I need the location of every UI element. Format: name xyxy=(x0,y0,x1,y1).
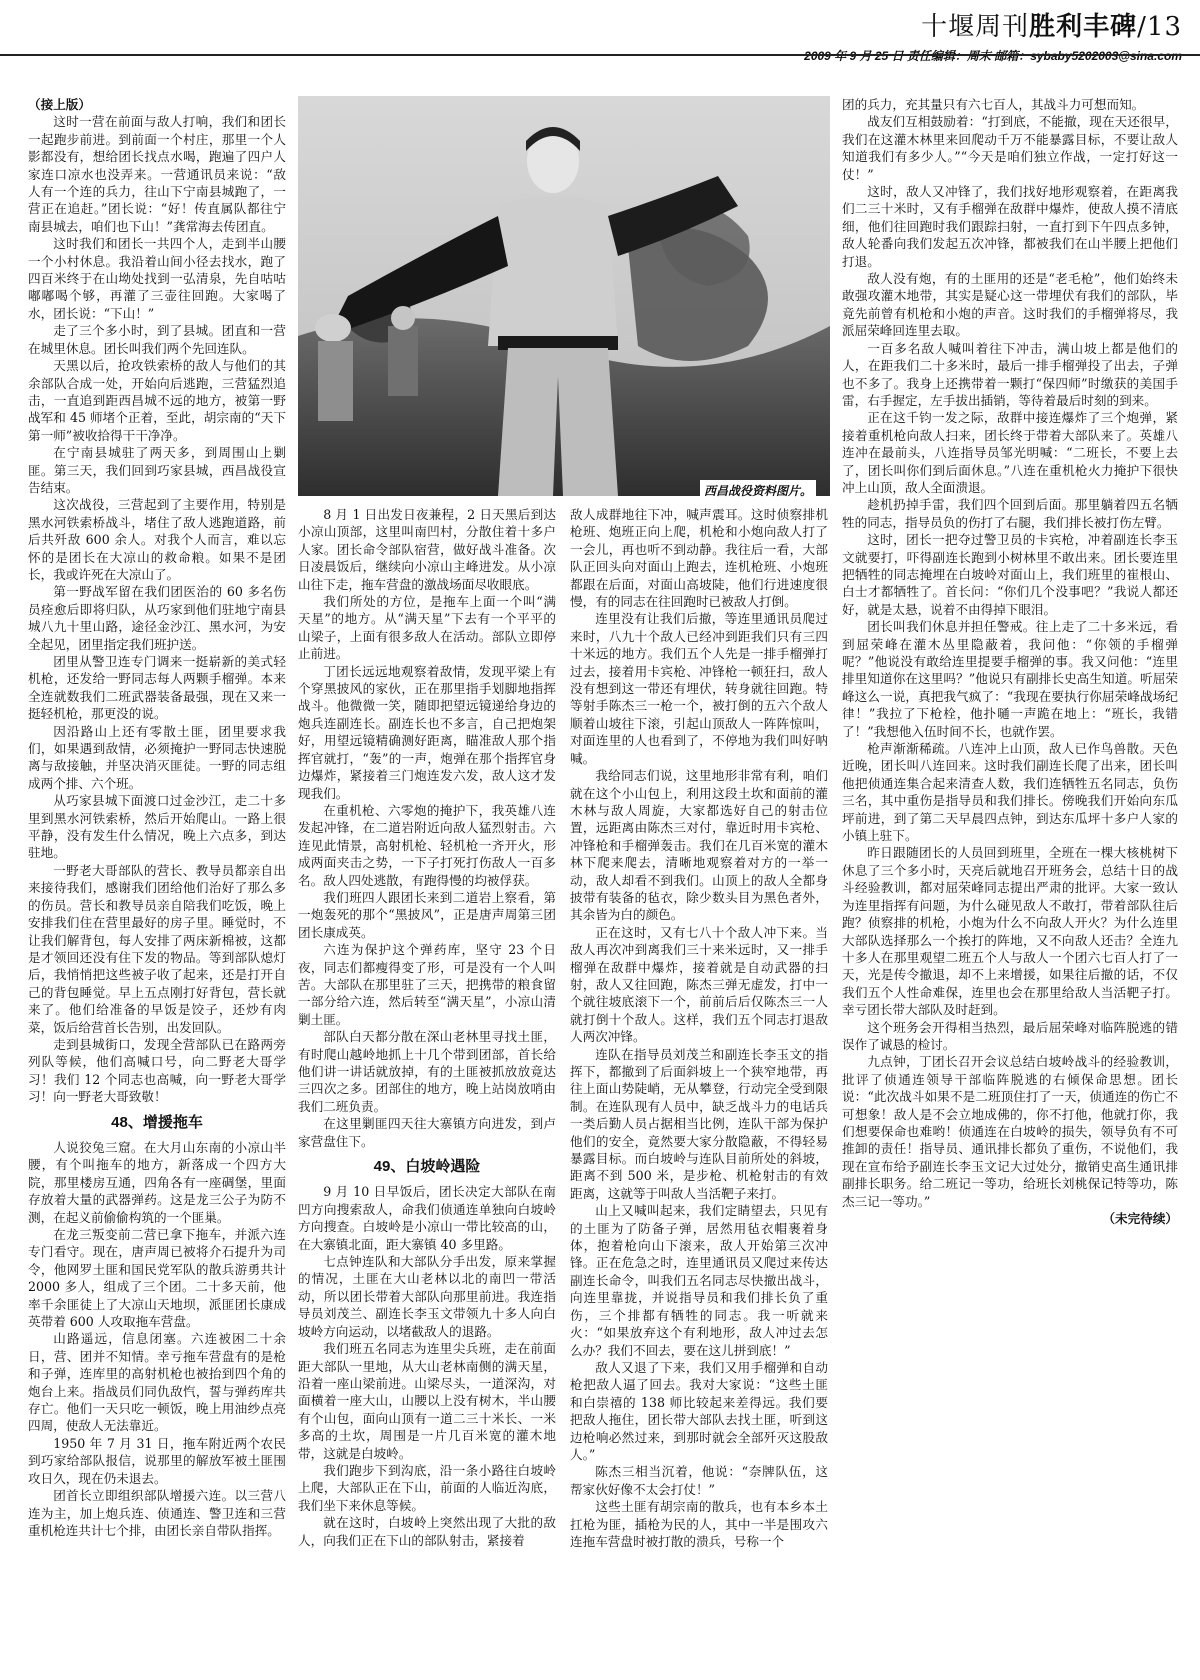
paragraph: 一百多名敌人喊叫着往下冲击，满山坡上都是他们的人，在距我们二十多米时，最后一排手榴弹投了出去，子弹也不多了。我身上还携带着一颗打“保四师”时缴获的美国手雷，右手握定，左手拔出插销，等待着最后时刻的到来。 xyxy=(842,340,1178,408)
paragraph: 这个班务会开得相当热烈，最后屈荣峰对临阵脱逃的错误作了诚恳的检讨。 xyxy=(842,1019,1178,1052)
paragraph: 我们班五名同志为连里尖兵班，走在前面距大部队一里地，从大山老林南侧的满天星，沿着一座山梁前进。山梁尽头，一道深沟，对面横着一座大山，山腰以上没有树木，半山腰有个山包，面向山顶有一道二三十米长、一米多高的土坎，周围是一片几百米宽的灌木地带，这就是白坡岭。 xyxy=(298,1341,556,1461)
paragraph: 连队在指导员刘茂兰和副连长李玉文的指挥下，都撤到了后面斜坡上一个狭窄地带，再往上面山势陡峭，无从攀登，行动完全受到限制。在连队现有人员中，缺乏战斗力的电话兵一类后勤人员占据相当比例，连队干部为保护他们的安全，竟然要大家分散隐蔽，不得轻易暴露目标。而白坡岭与连队目前所处的斜坡，距离不到 500 米，是步枪、机枪射击的有效距离，这就等于叫敌人当活靶子来打。 xyxy=(570,1046,828,1201)
paragraph: 七点钟连队和大部队分手出发，原来掌握的情况，土匪在大山老林以北的南凹一带活动，所以团长带着大部队向那里前进。我连指导员刘茂兰、副连长李玉文带领九十多人向白坡岭方向运动，以堵截敌人的退路。 xyxy=(298,1254,556,1339)
paragraph: 九点钟，丁团长召开会议总结白坡岭战斗的经验教训，批评了侦通连领导干部临阵脱逃的右倾保命思想。团长说：“此次战斗如果不是二班顶住打了一天，侦通连的伤亡不可想象！敌人是不会立地成佛的，你不打他，他就打你，我们想要保命也难哟！侦通连在白坡岭的损失，领导负有不可推卸的责任！指导员、通讯排长都负了重伤，不说他们，我现在宣布给予副连长李玉文记大过处分，撤销史高生通讯排副排长职务。给二班记一等功，给班长刘桃保记特等功，陈杰三记一等功。” xyxy=(842,1054,1178,1209)
photo-illustration xyxy=(298,96,830,496)
paragraph: 敌人成群地往下冲，喊声震耳。这时侦察排机枪班、炮班正向上爬，机枪和小炮向敌人打了一会儿，再也听不到动静。我往后一看，大部队正回头向对面山上跑去，连机枪班、小炮班都跟在后面，对面山高坡陡，他们行进速度很慢，有的同志在往回跑时已被敌人打倒。 xyxy=(570,507,828,610)
paragraph: 这时，敌人又冲锋了，我们找好地形观察着，在距离我们二三十米时，又有手榴弹在敌群中爆炸，使敌人摸不清底细，他们往回跑时我们跟踪扫射，一直打到下午四点多钟，敌人轮番向我们发起五次冲锋，都被我们在山半腰上把他们打退。 xyxy=(842,184,1178,269)
paragraph: 这时我们和团长一共四个人，走到半山腰一个小村休息。我沿着山间小径去找水，跑了四百米终于在山坳处找到一弘清泉，先自咕咕嘟嘟喝个够，再灌了三壶往回跑。大家喝了水，团长说：“下山！” xyxy=(28,236,286,321)
masthead-title xyxy=(804,6,1182,43)
paragraph: 我们跑步下到沟底，沿一条小路往白坡岭上爬，大部队正在下山，前面的人临近沟底，我们坐下来休息等候。 xyxy=(298,1462,556,1513)
paragraph: 我们所处的方位，是拖车上面一个叫“满天星”的地方。从“满天星”下去有一个平平的山梁子，上面有很多敌人在活动。部队立即停止前进。 xyxy=(298,594,556,662)
paragraph: 团的兵力，充其量只有六七百人，其战斗力可想而知。 xyxy=(842,97,1145,112)
paragraph: 这时一营在前面与敌人打响，我们和团长一起跑步前进。到前面一个村庄，那里一个人影都没有，想给团长找点水喝，跑遍了四户人家连口凉水也没弄来。一营通讯员来说：“敌人有一个连的兵力，往山下宁南县城跑了，一营正在追赶。”团长说：“好！传直属队都往宁南县城去，咱们也下山！”龚常海去传团直。 xyxy=(28,114,286,234)
paragraph: 第一野战军留在我们团医治的 60 多名伤员痊愈后即将归队，从巧家到他们驻地宁南县城八九十里山路，途径金沙江、黑水河，为安全起见，团里指定我们班护送。 xyxy=(28,584,286,652)
paragraph: 在龙三叛变前二营已拿下拖车，并派六连专门看守。现在，唐声周已被将介石提升为司令，他网罗土匪和国民党军队的散兵游勇共计 2000 多人，组成了三个团。二十多天前，他率千余匪徒上了大凉山天地坝，派匪团长康成英带着 600 人攻取拖车营盘。 xyxy=(28,1227,286,1330)
paragraph: 这次战役，三营起到了主要作用，特别是黑水河铁索桥战斗，堵住了敌人逃跑道路，前后共歼敌 600 余人。对我个人而言，难以忘怀的是团长在大凉山的救命粮。如果不是团长，我或许死在大凉山了。 xyxy=(28,497,286,582)
paragraph: 山上又喊叫起来，我们定睛望去，只见有的土匪为了防备子弹，居然用毡衣帽裹着身体，抱着枪向山下滚来，敌人开始第三次冲锋。正在危急之时，连里通讯员又爬过来传达副连长命令，叫我们五名同志尽快撤出战斗，向连里靠拢，并说指导员和我们排长负了重伤，三个排都有牺牲的同志。我一听就来火：“如果放弃这个有利地形，敌人冲过去怎么办？我们不回去，要在这儿拼到底！” xyxy=(570,1203,828,1358)
historical-photo xyxy=(298,96,830,496)
paragraph: 在宁南县城驻了两天多，到周围山上剿匪。第三天，我们回到巧家县城，西昌战役宣告结束。 xyxy=(28,445,286,495)
continued-note: （接上版） xyxy=(28,97,91,112)
paragraph: 部队白天都分散在深山老林里寻找土匪，有时爬山越岭地抓上十几个带到团部，首长给他们讲一讲话就放掉，有的土匪被抓放放竟达三四次之多。团部住的地方，晚上站岗放哨由我们二班负责。 xyxy=(298,1029,556,1114)
page-number: /13 xyxy=(1137,12,1182,42)
paragraph: 就在这时，白坡岭上突然出现了大批的敌人，向我们正在下山的部队射击，紧接着 xyxy=(298,1515,556,1548)
paragraph: 枪声渐渐稀疏。八连冲上山顶，敌人已作鸟兽散。天色近晚，团长叫八连回来。这时我们副连长爬了出来，团长叫他把侦通连集合起来清查人数，我们连牺牲五名同志，负伤三名，其中重伤是指导员和我们排长。傍晚我们开始向东瓜坪前进，到了第二天早晨四点钟，到达东瓜坪十多户人家的小镇上驻下。 xyxy=(842,741,1178,844)
paragraph: 这时，团长一把夺过警卫员的卡宾枪，冲着副连长李玉文就要打，吓得副连长跑到小树林里不敢出来。团长要连里把牺牲的同志掩埋在白坡岭对面山上，我们班里的崔根山、白士才都牺牲了。首长问：“你们几个没事吧？”我说人都还好，就是太悬，说着不由得掉下眼泪。 xyxy=(842,532,1178,617)
paragraph: 在重机枪、六零炮的掩护下，我英雄八连发起冲锋，在二道岩附近向敌人猛烈射击。六连见此情景，高射机枪、轻机枪一齐开火，形成两面夹击之势，一下子打死打伤敌人一百多名。敌人四处逃散，有跑得慢的均被俘获。 xyxy=(298,802,556,888)
paragraph: 从巧家县城下面渡口过金沙江，走二十多里到黑水河铁索桥，然后开始爬山。一路上很平静，没有发生什么情况，晚上六点多，到达驻地。 xyxy=(28,793,286,861)
paragraph: 团里从警卫连专门调来一挺崭新的美式轻机枪，还发给一野同志每人两颗手榴弹。本来全连就数我们二班武器装备最强，现在又来一挺轻机枪，那更没的说。 xyxy=(28,654,286,722)
section-name: 胜利丰碑 xyxy=(1029,12,1138,42)
issue-info: 2009 年 9 月 25 日 责任编辑：周末 邮箱：sybaby5202003@sina.com xyxy=(804,49,1182,63)
paragraph: 正在这千钧一发之际，敌群中接连爆炸了三个炮弹，紧接着重机枪向敌人扫来，团长终于带着大部队来了。英雄八连冲在最前头，八连指导员邹光明喊：“二班长，不要上去了，团长叫你们到后面休息。”八连在重机枪火力掩护下很快冲上山顶，敌人全面溃退。 xyxy=(842,410,1178,495)
header-rule xyxy=(0,54,1200,56)
column-4 xyxy=(842,96,1178,1672)
column-1 xyxy=(28,96,286,1672)
paragraph: 因沿路山上还有零散土匪，团里要求我们，如果遇到敌情，必须掩护一野同志快速脱离与敌接触，并坚决消灭匪徒。一野的同志组成两个排、六个班。 xyxy=(28,723,286,791)
paragraph: 8 月 1 日出发日夜兼程，2 日天黑后到达小凉山顶部，这里叫南凹村，分散住着十多户人家。团长命令部队宿营，做好战斗准备。次日凌晨饭后，继续向小凉山主峰进发。从小凉山往下走，拖车营盘的激战场面尽收眼底。 xyxy=(298,507,556,592)
paragraph: 昨日跟随团长的人员回到班里，全班在一棵大核桃树下休息了三个多小时，天亮后就地召开班务会，总结十日的战斗经验教训，都对屈荣峰同志提出严肃的批评。大家一致认为连里指挥有问题，为什么碰见敌人不敢打，带着部队往后跑？侦察排的机枪，小炮为什么不向敌人开火？为什么连里大部队选择那么一个挨打的阵地，又不向敌人还击？全连九十多人在那里观望二班五个人与敌人一个团六七百人打了一天，光是传令撤退，却不上来增援，如果往后撤的话，不仅我们五个人性命难保，连里也会在那里给敌人当活靶子打。幸亏团长带大部队及时赶到。 xyxy=(842,845,1178,1018)
paragraph: 走了三个多小时，到了县城。团直和一营在城里休息。团长叫我们两个先回连队。 xyxy=(28,323,286,356)
paragraph: 敌人没有炮，有的土匪用的还是“老毛枪”，他们始终未敢强攻灌木地带，其实是疑心这一带埋伏有我们的部队，毕竟先前曾有机枪和小炮的声音。这时我们的手榴弹将尽，我派屈荣峰回连里去取。 xyxy=(842,271,1178,339)
paragraph: 我给同志们说，这里地形非常有利，咱们就在这个小山包上，利用这段土坎和面前的灌木林与敌人周旋，大家都选好自己的射击位置，远距离由陈杰三对付，靠近时用卡宾枪、冲锋枪和手榴弹轰击。我们在几百米宽的灌木林下爬来爬去，清晰地观察着对方的一举一动，敌人却看不到我们。山顶上的敌人全都身披带有装备的毡衣，除少数头目为黑色者外，其余皆为白的颜色。 xyxy=(570,768,828,923)
paragraph: 在这里剿匪四天往大寨镇方向进发，到卢家营盘住下。 xyxy=(298,1116,556,1149)
column-3 xyxy=(570,506,828,1672)
paragraph: 正在这时，又有七八十个敌人冲下来。当敌人再次冲到离我们三十来米远时，又一排手榴弹在敌群中爆炸，接着就是自动武器的扫射，敌人又往回跑，陈杰三弹无虚发，打中一个就往坡底滚下一个，前前后后仅陈杰三一人就打倒十个敌人。这样，我们五个同志打退敌人两次冲锋。 xyxy=(570,924,828,1045)
paragraph: 六连为保护这个弹药库，坚守 23 个日夜，同志们都瘦得变了形，可是没有一个人叫苦。大部队在那里驻了三天，把携带的粮食留一部分给六连，然后转至“满天星”，小凉山清剿土匪。 xyxy=(298,942,556,1027)
paragraph: 9 月 10 日早饭后，团长决定大部队在南凹方向搜索敌人，命我们侦通连单独向白坡岭方向搜查。白坡岭是小凉山一带比较高的山，在大寨镇北面，距大寨镇 40 多里路。 xyxy=(298,1184,556,1252)
section-heading-48: 48、增援拖车 xyxy=(111,1113,203,1131)
paragraph: 山路遥远，信息闭塞。六连被困二十余日，营、团并不知情。幸亏拖车营盘有的是枪和子弹，连库里的高射机枪也被抬到四个角的炮台上来。指战员们同仇敌忾，誓与弹药库共存亡。他们一天只吃一顿饭，晚上用油纱点亮四周，使敌人无法靠近。 xyxy=(28,1331,286,1434)
paragraph: 天黑以后，抢攻铁索桥的敌人与他们的其余部队合成一处，开始向后逃跑，三营猛烈追击，一直追到距西昌城不远的地方，被第一野战军和 45 师堵个正着，至此，胡宗南的“天下第一师”被收拾得干干净净。 xyxy=(28,358,286,443)
paragraph: 一野老大哥部队的营长、教导员都亲自出来接待我们，感谢我们团给他们治好了那么多的伤员。营长和教导员亲自陪我们吃饭，晚上安排我们住在营里最好的房子里。睡觉时，不让我们解背包，每人安排了两床新棉被，这都是才领回还没有住下发的物品。等到部队熄灯后，我悄悄把这些被子收了起来，还是打开自己的背包睡觉。早上五点刚打好背包，营长就来了。他们给准备的早饭是饺子，还炒有肉菜，饭后给营首长告别，出发回队。 xyxy=(28,862,286,1035)
section-heading-49: 49、白坡岭遇险 xyxy=(373,1158,481,1176)
paragraph: 团长叫我们休息并担任警戒。往上走了二十多米远，看到屈荣峰在灌木丛里隐蔽着，我问他：“你领的手榴弹呢？”他说没有敢给连里提要手榴弹的事。我又问他：“连里排里知道你在这里吗？”他说只有副排长史高生知道。听屈荣峰这么一说，真把我气疯了：“我现在要执行你屈荣峰战场纪律！”我拉了下枪栓，他扑嗵一声跪在地上：“班长，我错了！”我想他入伍时间不长，也就作罢。 xyxy=(842,619,1178,739)
publication-name: 十堰周刊 xyxy=(921,11,1030,41)
paragraph: 团首长立即组织部队增援六连。以三营八连为主，加上炮兵连、侦通连、警卫连和三营重机枪连共计七个排，由团长亲自带队指挥。 xyxy=(28,1488,286,1538)
paragraph: 连里没有让我们后撤，等连里通讯员爬过来时，八九十个敌人已经冲到距我们只有三四十米远的地方。我们五个人先是一排手榴弹打过去，接着用卡宾枪、冲锋枪一顿狂扫，敌人没有想到这一带还有埋伏，转身就往回跑。特等射手陈杰三一枪一个，被打倒的五六个敌人顺着山坡往下滚，引起山顶敌人一阵阵惊叫，对面连里的人也看到了，不停地为我们叫好呐喊。 xyxy=(570,611,828,766)
paragraph: 陈杰三相当沉着，他说：“奈牌队伍，这帮家伙好像不太会打仗！” xyxy=(570,1464,828,1497)
paragraph: 战友们互相鼓励着：“打到底，不能撤，现在天还很早，我们在这灌木林里来回爬动千万不能暴露目标，不要让敌人知道我们有多少人。”“今天是咱们独立作战，一定打好这一仗！” xyxy=(842,114,1178,182)
to-be-continued: （未完待续） xyxy=(1102,1211,1178,1226)
paragraph: 丁团长远远地观察着敌情，发现平梁上有个穿黑披风的家伙，正在那里指手划脚地指挥战斗。他微微一笑，随即把望远镜递给身边的炮兵连副连长。副连长也不多言，自己把炮架好，用望远镜精确测好距离，瞄准敌人那个指挥官就打，“轰”的一声，炮弹在那个指挥官身边爆炸，紧接着三门炮连发六发，敌人这才发现我们。 xyxy=(298,663,556,801)
paragraph: 我们班四人跟团长来到二道岩上察看，第一炮轰死的那个“黑披风”，正是唐声周第三团团长康成英。 xyxy=(298,889,556,940)
column-2 xyxy=(298,506,556,1672)
paragraph: 人说狡兔三窟。在大月山东南的小凉山半腰，有个叫拖车的地方，新落成一个四方大院，那里楼房互通，四角各有一座碉堡，里面存放着大量的武器弹药。这是龙三公子为防不测，在起义前偷偷构筑的一个匪巢。 xyxy=(28,1139,286,1225)
paragraph: 趁机扔掉手雷，我们四个回到后面。那里躺着四五名牺牲的同志，指导员负的伤打了右腿，我们排长被打伤左臂。 xyxy=(842,497,1178,530)
paragraph: 这些土匪有胡宗南的散兵，也有本乡本土扛枪为匪，插枪为民的人，其中一半是围攻六连拖车营盘时被打散的溃兵，号称一个 xyxy=(570,1499,828,1549)
paragraph: 敌人又退了下来，我们又用手榴弹和自动枪把敌人逼了回去。我对大家说：“这些土匪和白崇禧的 138 师比较起来差得远。我们要把敌人拖住，团长带大部队去找土匪，听到这边枪响必然过来，到那时就会全部歼灭这股敌人。” xyxy=(570,1359,828,1462)
paragraph: 走到县城街口，发现全营部队已在路两旁列队等候，他们高喊口号，向二野老大哥学习！我们 12 个同志也高喊，向一野老大哥学习！向一野老大哥致敬！ xyxy=(28,1036,286,1105)
paragraph: 1950 年 7 月 31 日，拖车附近两个农民到巧家给部队报信，说那里的解放军被土匪围攻日久，现在仍未退去。 xyxy=(28,1435,286,1486)
photo-caption: 西昌战役资料图片。 xyxy=(700,480,816,501)
